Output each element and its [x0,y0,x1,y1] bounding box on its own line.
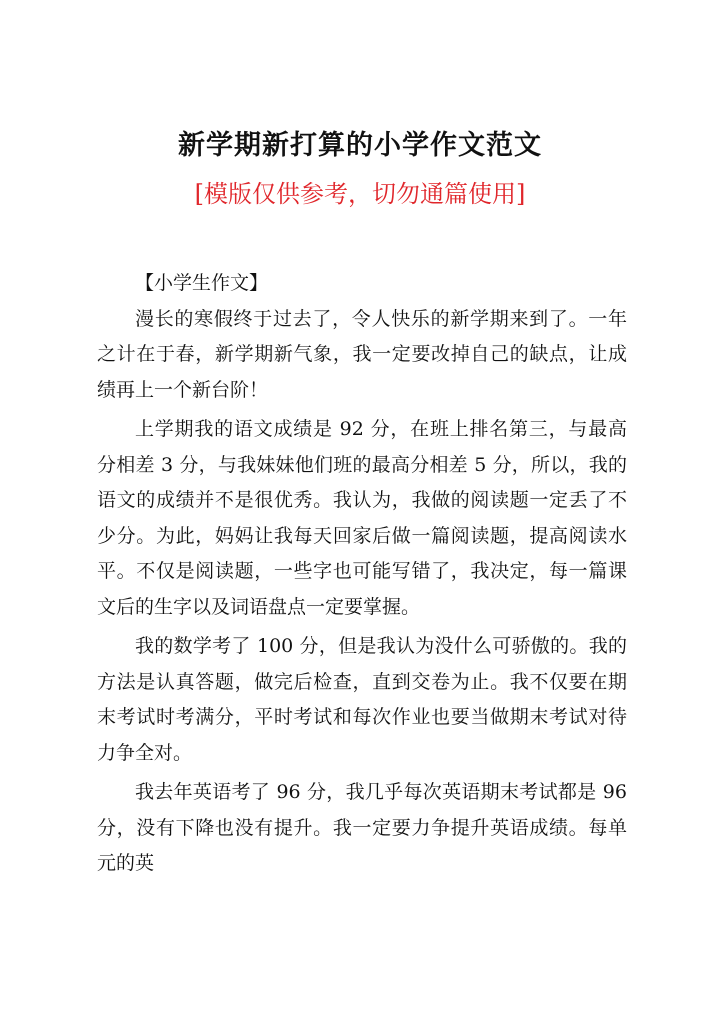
section-label: 【小学生作文】 [135,272,269,294]
essay-paragraph-3: 我的数学考了 100 分，但是我认为没什么可骄傲的。我的方法是认真答题，做完后检查，直到交卷为止。我不仅要在期末考试时考满分，平时考试和每次作业也要当做期末考试对待力争全对。 [97,635,627,764]
essay-body [97,266,627,882]
essay-paragraph-2: 上学期我的语文成绩是 92 分，在班上排名第三，与最高分相差 3 分，与我妹妹他们班的最高分相差 5 分，所以，我的语文的成绩并不是很优秀。我认为，我做的阅读题一定丢了不少分。为此，妈妈让我每天回家后做一篇阅读题，提高阅读水平。不仅是阅读题，一些字也可能写错了，我决定，每一篇课文后的生字以及词语盘点一定要掌握。 [97,418,627,618]
template-notice: [模版仅供参考，切勿通篇使用] [194,180,526,208]
document-title: 新学期新打算的小学作文范文 [178,130,542,161]
essay-paragraph-4: 我去年英语考了 96 分，我几乎每次英语期末考试都是 96 分，没有下降也没有提升。我一定要力争提升英语成绩。每单元的英 [97,781,627,874]
essay-paragraph-1: 漫长的寒假终于过去了，令人快乐的新学期来到了。一年之计在于春，新学期新气象，我一定要改掉自己的缺点，让成绩再上一个新台阶！ [97,307,627,401]
